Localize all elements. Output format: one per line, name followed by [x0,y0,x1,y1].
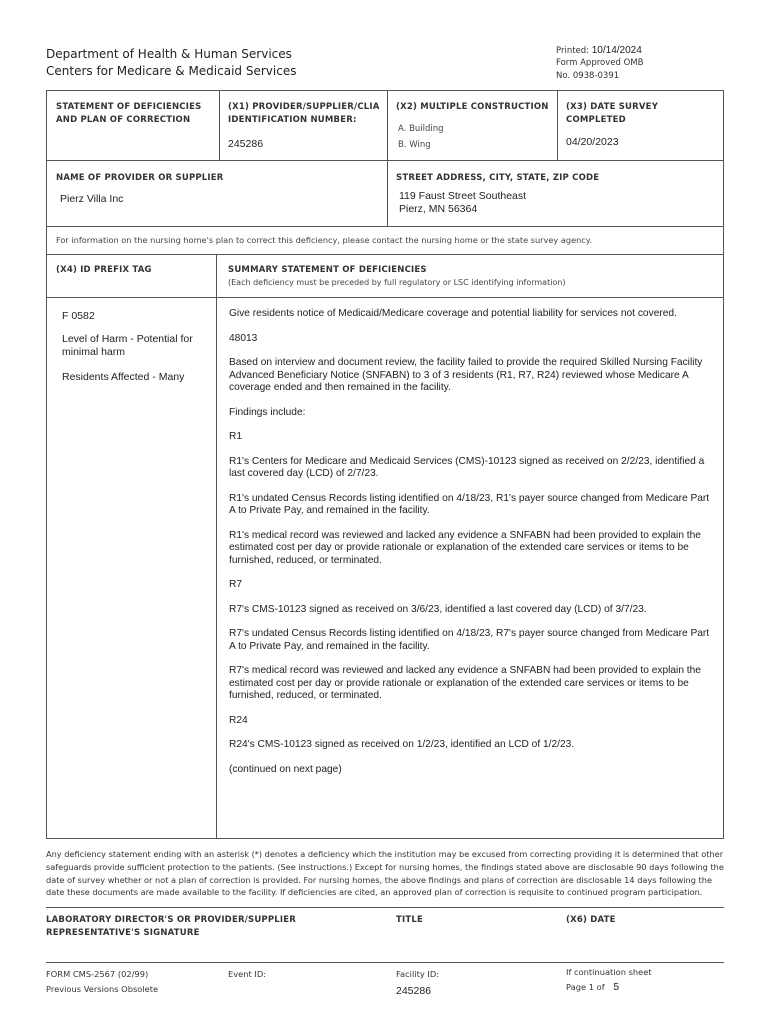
event-id-label: Event ID: [228,969,267,979]
finding-paragraph: 48013 [229,332,258,344]
finding-paragraph: Give residents notice of Medicaid/Medicare coverage and potential liability for services not covered. [229,308,677,319]
finding-paragraph: R24's CMS-10123 signed as received on 1/2/23, identified an LCD of 1/2/23. [229,739,575,750]
centers-title: Centers for Medicare & Medicaid Services [46,64,297,78]
finding-paragraph: R1's undated Census Records listing identified on 4/18/23, R1's payer source changed from Medicare Part A to Private Pay, and remained in the facility. [229,492,710,516]
residents-affected: Residents Affected - Many [62,371,185,383]
x4-label: (X4) ID PREFIX TAG [56,265,152,275]
omb-number: No. 0938-0391 [556,71,620,81]
summary-sub: (Each deficiency must be preceded by full regulatory or LSC identifying information) [228,278,566,287]
asterisk-notice: Any deficiency statement ending with an asterisk (*) denotes a deficiency which the institution may be excused from correcting providing it is determined that other safeguards provide sufficient protection to the patients. (See instructions.) Except for nursing homes, the findings stated above are disclosable 90 days following the date of survey whether or not a plan of correction is provided. For nursing homes, the above findings and plans of correction are disclosable 14 days following the date these documents are made available to the facility. If deficiencies are cited, an approved plan of correction is requisite to continued program participation. [46,849,724,898]
x2-building: A. Building [398,124,444,134]
printed-line [556,45,642,56]
address-line2: Pierz, MN 56364 [399,203,478,215]
tag-value: F 0582 [62,310,95,322]
x3-value: 04/20/2023 [566,136,619,148]
summary-statement [229,308,711,788]
title-label: TITLE [396,915,423,925]
x2-wing: B. Wing [398,140,431,150]
facility-id-label: Facility ID: [396,969,440,979]
continued-note: (continued on next page) [229,763,342,775]
page-indicator [566,981,619,993]
printed-date: 10/14/2024 [591,45,642,56]
finding-paragraph: Based on interview and document review, the facility failed to provide the required Skilled Nursing Facility Advanced Beneficiary Notice (SNFABN) to 3 of 3 residents (R1, R7, R24) reviewed whose Medicare A coverage ended and then remained in the facility. [229,357,703,393]
finding-paragraph: R7's medical record was reviewed and lacked any evidence a SNFABN had been provided to explain the estimated cost per day or provide rationale or explanation of the extended care services or items to be furnished, reduced, or terminated. [229,665,701,701]
finding-paragraph: R7's CMS-10123 signed as received on 3/6/23, identified a last covered day (LCD) of 3/7/23. [229,603,647,615]
finding-paragraph: R1's Centers for Medicare and Medicaid Services (CMS)-10123 signed as received on 2/2/23, identified a last covered day (LCD) of 2/7/23. [229,455,705,479]
form-number: FORM CMS-2567 (02/99) [46,969,149,979]
provider-value: Pierz Villa Inc [60,193,124,205]
finding-paragraph: R1's medical record was reviewed and lacked any evidence a SNFABN had been provided to explain the estimated cost per day or provide rationale or explanation of the extended care services or items to be furnished, reduced, or terminated. [229,529,701,566]
page-label: Page 1 of [566,982,605,992]
finding-paragraph: R7's undated Census Records listing identified on 4/18/23, R7's payer source changed from Medicare Part A to Private Pay, and remained in the facility. [229,628,710,652]
x1-value: 245286 [228,138,264,150]
finding-paragraph: R1 [229,431,243,442]
x3-label: (X3) DATE SURVEY COMPLETED [566,102,659,125]
department-title: Department of Health & Human Services [46,47,292,61]
finding-paragraph: R24 [229,714,248,726]
page-total: 5 [613,981,620,993]
form-approved: Form Approved OMB [556,58,644,68]
x2-label: (X2) MULTIPLE CONSTRUCTION [396,102,549,112]
row2-box [46,160,724,227]
statement-label: STATEMENT OF DEFICIENCIES AND PLAN OF CORRECTION [56,102,202,125]
obsolete-note: Previous Versions Obsolete [46,984,159,994]
address-line1: 119 Faust Street Southeast [399,190,527,202]
finding-paragraph: R7 [229,579,243,590]
x1-label: (X1) PROVIDER/SUPPLIER/CLIA IDENTIFICATION NUMBER: [228,102,380,125]
info-line: For information on the nursing home's plan to correct this deficiency, please contact the nursing home or the state survey agency. [56,235,593,245]
summary-label: SUMMARY STATEMENT OF DEFICIENCIES [228,265,427,275]
printed-label: Printed: [556,46,590,56]
continuation-note: If continuation sheet [566,967,652,977]
finding-paragraph: Findings include: [229,406,306,418]
address-label: STREET ADDRESS, CITY, STATE, ZIP CODE [396,173,600,183]
provider-label: NAME OF PROVIDER OR SUPPLIER [56,173,224,183]
director-signature-label: LABORATORY DIRECTOR'S OR PROVIDER/SUPPLIER REPRESENTATIVE'S SIGNATURE [46,915,297,938]
x6-date-label: (X6) DATE [566,915,616,925]
level-of-harm: Level of Harm - Potential for minimal harm [62,333,193,358]
facility-id-value: 245286 [396,985,432,997]
